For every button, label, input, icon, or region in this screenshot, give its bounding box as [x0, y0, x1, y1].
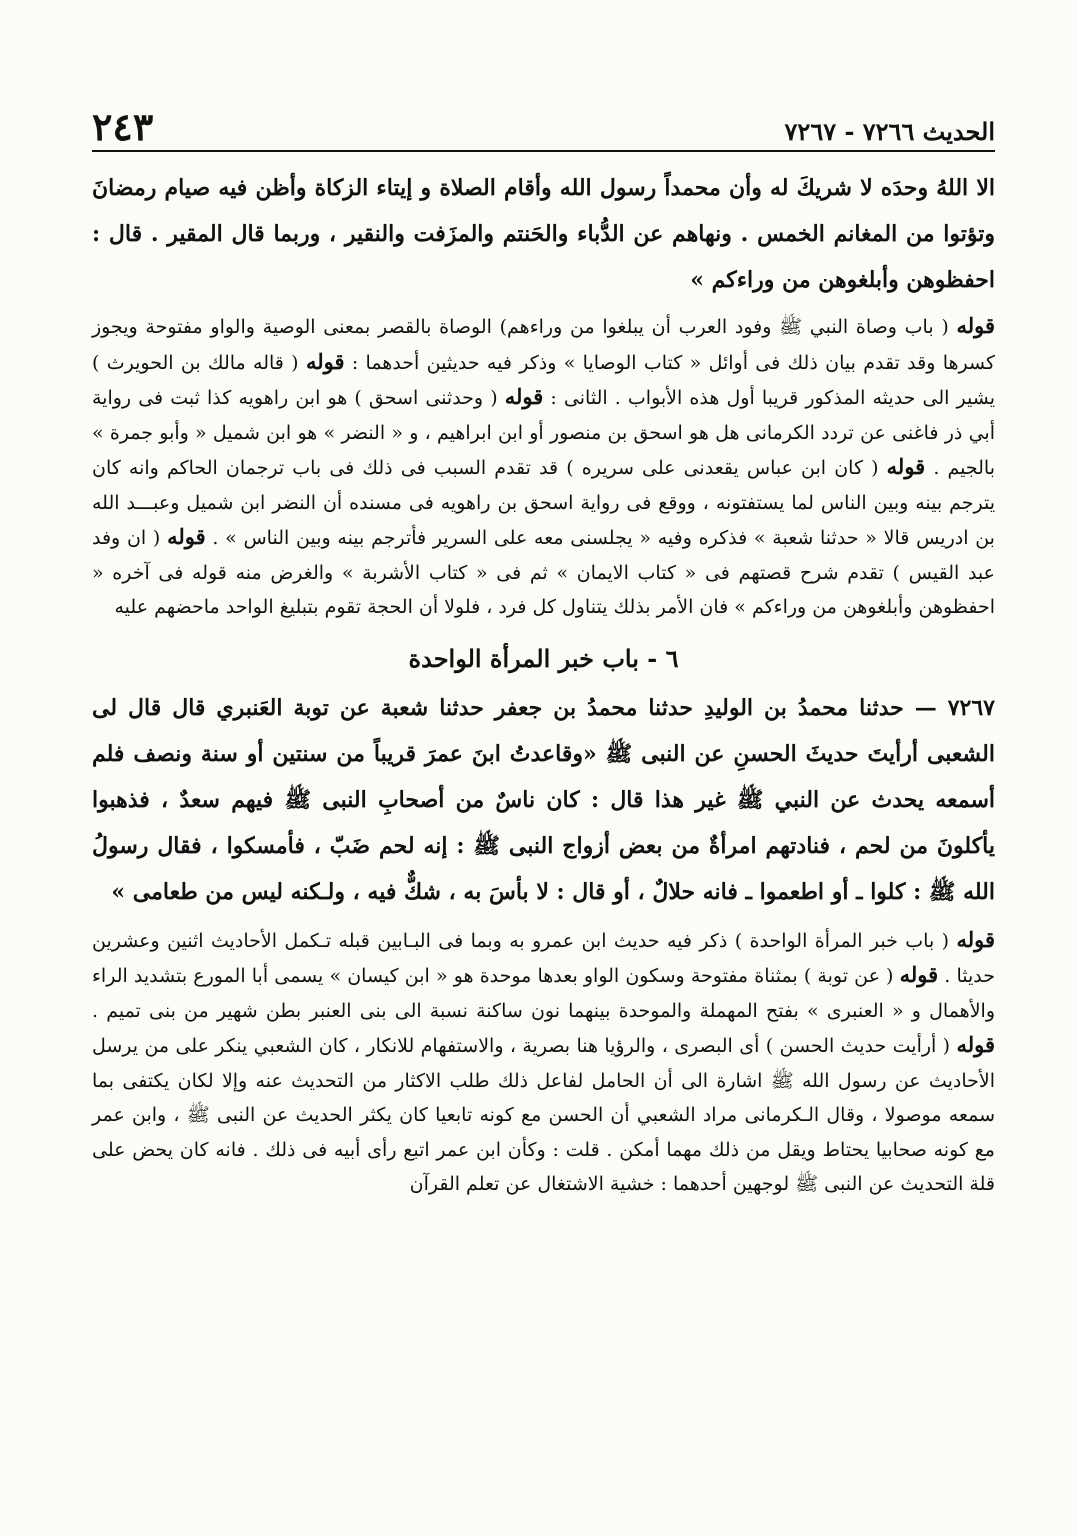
hadith-number: ٧٢٦٧ — [914, 694, 995, 721]
page-header [92, 96, 995, 149]
qawluhu-marker: قوله [899, 962, 939, 987]
running-title: الحديث ٧٢٦٦ - ٧٢٦٧ [784, 117, 995, 146]
chapter-word: باب [602, 643, 639, 673]
hadith-text-continued: الا اللهُ وحدَه لا شريكَ له وأن محمداً رسول الله وأقام الصلاة و إيتاء الزكاة وأظن فيه صيام رمضانَ وتؤتوا من المغانم الخمس . ونهاهم عن الدُّباء والحَنتم والمزَفت والنقير ، وربما قال المقير . قال : احفظوهن وأبلغوهن من وراءكم » [92, 175, 995, 293]
commentary-text: ( باب وصاة النبي ﷺ وفود العرب أن يبلغوا من وراءهم) الوصاة بالقصر بمعنى الوصية والواو مفتوحة ويجوز كسرها وقد تقدم بيان ذلك فى أوائل « كتاب الوصايا » وذكر فيه حديثين أحدهما : [92, 316, 995, 374]
qawluhu-marker: قوله [305, 348, 345, 374]
commentary-text: ( وحدثنى اسحق ) هو ابن راهويه كذا ثبت فى رواية أبي ذر فاغنى عن تردد الكرمانى هل هو اسحق بن منصور أو ابن ابراهيم ، و « النضر » هو ابن شميل « وأبو جمرة » بالجيم . [92, 387, 995, 479]
qawluhu-marker: قوله [504, 384, 544, 409]
page-body [92, 165, 995, 1202]
hadith-text: حدثنا محمدُ بن الوليدِ حدثنا محمدُ بن جعفر حدثنا شعبة عن توبة العَنبري قال قال لى الشعبى أرأيتَ حديثَ الحسنِ عن النبى ﷺ «وقاعدتُ ابنَ عمرَ قريباً من سنتين أو سنة ونصف فلم أسمعه يحدث عن النبي ﷺ غير هذا قال : كان ناسٌ من أصحابِ النبى ﷺ فيهم سعدٌ ، فذهبوا يأكلونَ من لحم ، فنادتهم امرأةٌ من بعض أزواج النبى ﷺ : إنه لحم ضَبّ ، فأمسكوا ، فقال رسولُ الله ﷺ : كلوا ـ أو اطعموا ـ فانه حلالٌ ، أو قال : لا بأسَ به ، شكٌّ فيه ، ولـكنه ليس من طعامى » [92, 694, 995, 905]
commentary-text: ( أرأيت حديث الحسن ) أى البصرى ، والرؤيا هنا بصرية ، والاستفهام للانكار ، كان الشعبي ينكر على من يرسل الأحاديث عن رسول الله ﷺ اشارة الى أن الحامل لفاعل ذلك طلب الاكثار من التحديث عنه وإلا لكان يكتفى بما سمعه موصولا ، وقال الـكرمانى مراد الشعبي أن الحسن مع كونه تابعيا كان يكثر الحديث عن النبى ﷺ ، وابن عمر مع كونه صحابيا يحتاط ويقل من ذلك مهما أمكن . قلت : وكأن ابن عمر اتبع رأى أبيه فى ذلك . فانه كان يحض على قلة التحديث عن النبى ﷺ لوجهين أحدهما : خشية الاشتغال عن تعلم القرآن [92, 1035, 995, 1195]
qawluhu-marker: قوله [956, 1032, 995, 1057]
commentary-text: ( باب خبر المرأة الواحدة ) ذكر فيه حديث ابن عمرو به وبما فى البـابين قبله تـكمل الأحاديث اثنين وعشرين حديثا . [92, 929, 995, 987]
commentary-text: ( عن توبة ) بمثناة مفتوحة وسكون الواو بعدها موحدة هو « ابن كيسان » يسمى أبا المورع بتشديد الراء والأهمال و « العنبرى » بفتح المهملة والموحدة بينهما نون ساكنة نسبة الى بنى العنبر بطن شهير من بنى تميم . [92, 965, 995, 1022]
page-number: ٢٤٣ [92, 104, 154, 149]
commentary-block-2 [92, 923, 995, 1202]
chapter-title: خبر المرأة الواحدة [408, 643, 594, 673]
commentary-text: ( ان وفد عبد القيس ) تقدم شرح قصتهم فى « كتاب الايمان » ثم فى « كتاب الأشربة » والغرض منه قوله فى آخره « احفظوهن وأبلغوهن من وراءكم » فان الأمر بذلك يتناول كل فرد ، فلولا أن الحجة تقوم بتبليغ الواحد ماحضهم عليه [92, 527, 995, 618]
qawluhu-marker: قوله [167, 524, 206, 549]
commentary-text: ( قاله مالك بن الحويرث ) يشير الى حديثه المذكور قريبا أول هذه الأبواب . الثانى : [92, 351, 995, 409]
chapter-heading [92, 639, 995, 679]
qawluhu-marker: قوله [956, 926, 995, 952]
chapter-number: ٦ - [647, 643, 679, 673]
commentary-block-1 [92, 309, 995, 625]
qawluhu-marker: قوله [956, 313, 995, 338]
commentary-text: ( كان ابن عباس يقعدنى على سريره ) قد تقدم السبب فى ذلك فى باب ترجمان الحاكم وانه كان يترجم بينه وبين الناس لما يستفتونه ، ووقع فى رواية اسحق بن راهويه فى مسنده أن النضر ابن شميل وعبـــد الله بن ادريس قالا « حدثنا شعبة » فذكره وفيه « يجلسنى معه على السرير فأترجم بينه وبين الناس » . [92, 457, 995, 549]
header-rule [92, 150, 995, 152]
qawluhu-marker: قوله [886, 454, 926, 479]
hadith-block [92, 685, 995, 915]
